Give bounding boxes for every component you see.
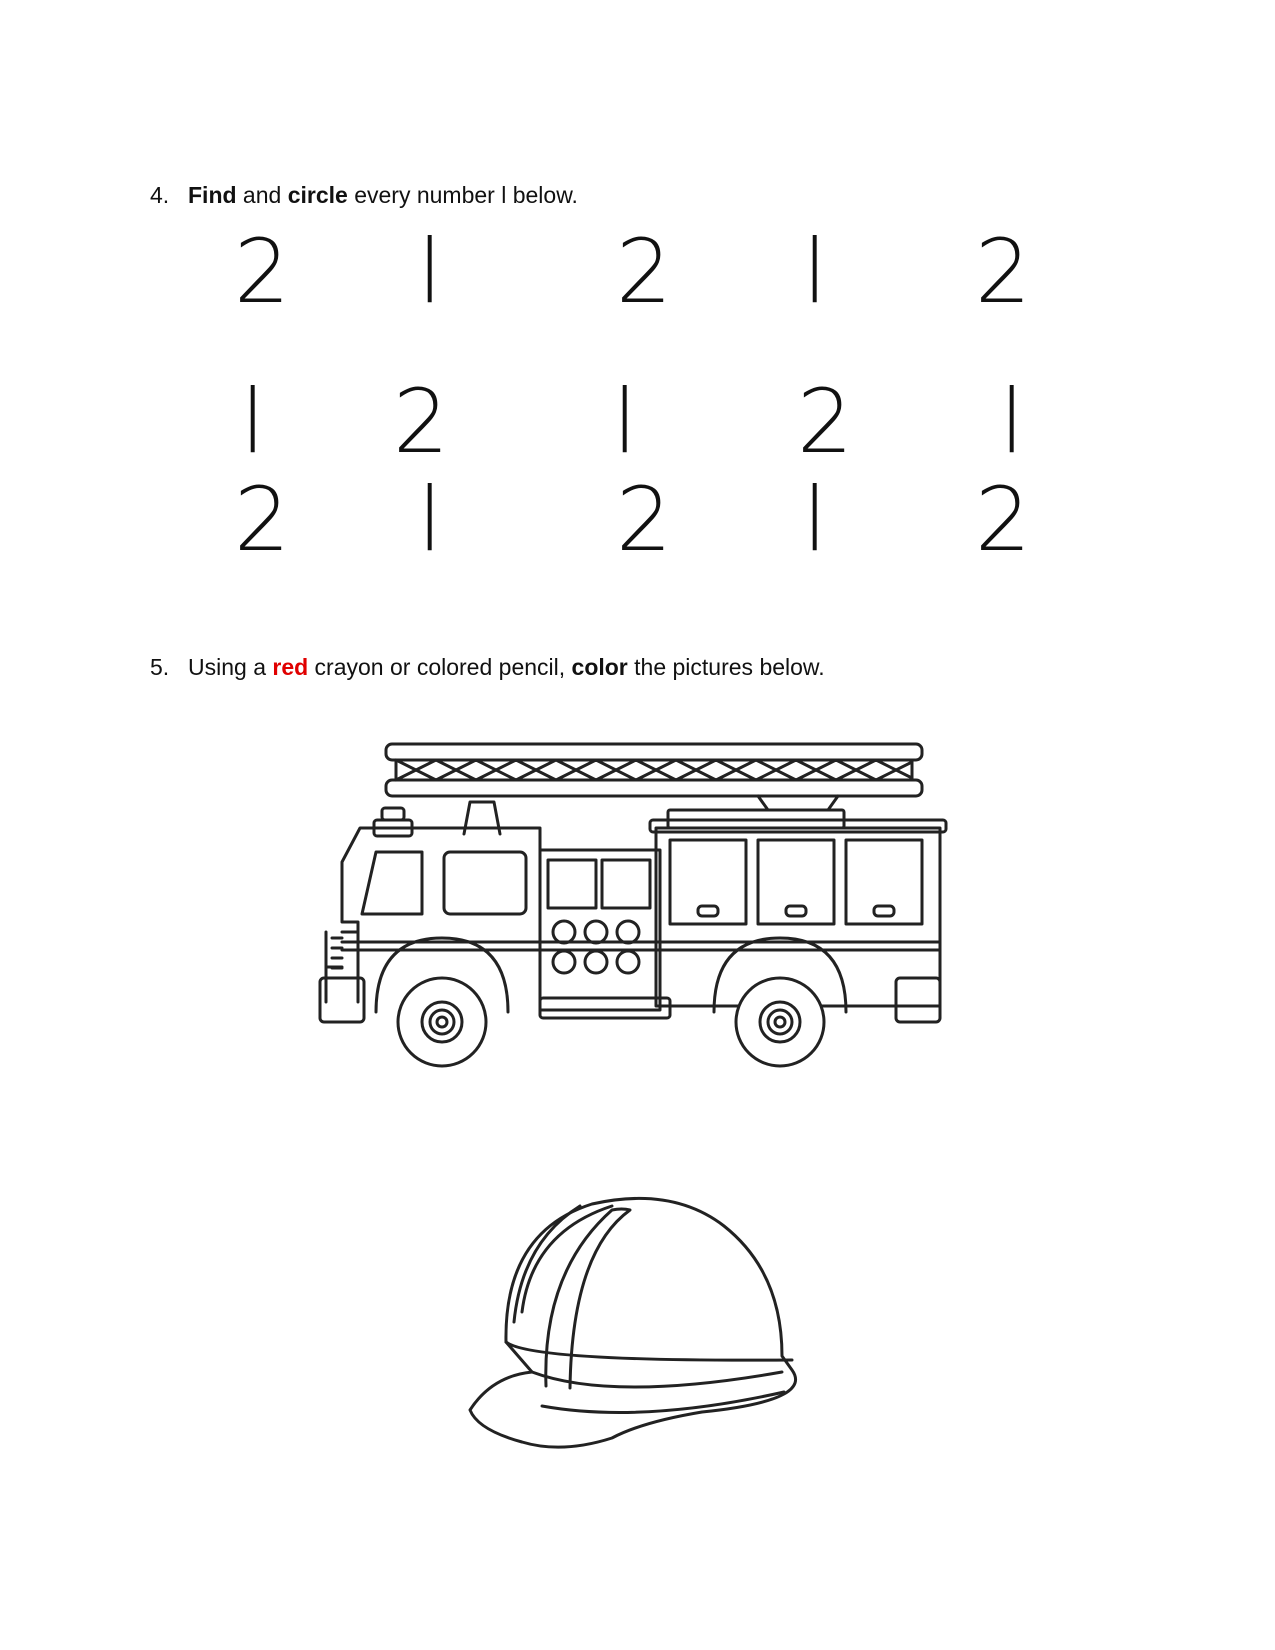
grid-cell[interactable]: l [417,468,443,571]
grid-cell[interactable]: l [999,370,1025,473]
grid-cell[interactable]: 2 [234,468,290,571]
fire-truck-icon[interactable] [318,742,968,1102]
instruction-5-part: Using a [188,654,273,680]
instruction-5-part: the pictures below. [627,654,825,680]
instruction-4-part: and [236,182,288,208]
instruction-4-part: every number l below. [347,182,578,208]
grid-cell[interactable]: 2 [975,220,1031,323]
instruction-4-part: circle [287,182,348,208]
instruction-number: 5. [150,654,170,680]
grid-cell[interactable]: 2 [797,370,853,473]
grid-row-3 [0,470,1275,580]
instruction-5-part: crayon or colored pencil, [308,654,572,680]
grid-cell[interactable]: 2 [616,468,672,571]
grid-cell[interactable]: l [417,220,443,323]
grid-cell[interactable]: l [612,370,638,473]
instruction-4-text [188,182,578,208]
instruction-4 [150,182,578,209]
instruction-5-part: color [571,654,628,680]
grid-cell[interactable]: 2 [393,370,449,473]
instruction-4-part: Find [188,182,237,208]
instruction-5-text [188,654,825,680]
grid-cell[interactable]: 2 [234,220,290,323]
instruction-5-part: red [272,654,309,680]
fire-helmet-icon[interactable] [462,1192,822,1462]
grid-cell[interactable]: l [240,370,266,473]
instruction-number: 4. [150,182,170,208]
grid-cell[interactable]: l [802,220,828,323]
grid-cell[interactable]: 2 [975,468,1031,571]
grid-row-2 [0,372,1275,482]
grid-row-1 [0,222,1275,332]
instruction-5 [150,654,825,681]
grid-cell[interactable]: l [802,468,828,571]
grid-cell[interactable]: 2 [616,220,672,323]
